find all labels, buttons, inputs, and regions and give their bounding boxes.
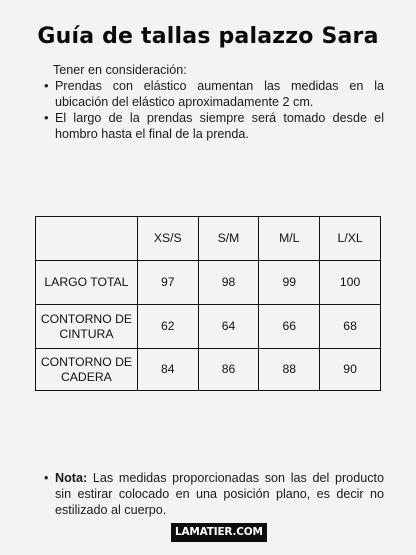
table-row <box>36 261 381 305</box>
page-title: Guía de tallas palazzo Sara <box>37 24 379 49</box>
table-cell: 99 <box>259 261 320 305</box>
note-text: Las medidas proporcionadas son las del producto sin estirar colocado en una posición plano, es decir no estilizado al cuerpo. <box>55 471 384 517</box>
table-header-row <box>36 217 381 261</box>
considerations-section <box>44 62 384 142</box>
table-cell: 62 <box>137 305 198 349</box>
table-header-cell <box>36 217 138 261</box>
table-cell: 98 <box>198 261 259 305</box>
table-row <box>36 305 381 349</box>
size-table <box>35 216 381 391</box>
considerations-lead: Tener en consideración: <box>53 63 187 77</box>
table-header-cell: L/XL <box>320 217 381 261</box>
table-cell: 64 <box>198 305 259 349</box>
table-cell: 88 <box>259 349 320 391</box>
note-item <box>44 470 384 518</box>
note-label: Nota: <box>55 471 88 485</box>
table-cell: 100 <box>320 261 381 305</box>
brand-logo: LAMATIER.COM <box>171 523 267 542</box>
row-label: LARGO TOTAL <box>36 261 138 305</box>
table-cell: 97 <box>137 261 198 305</box>
table-header-cell: S/M <box>198 217 259 261</box>
note-section <box>44 470 384 518</box>
row-label: CONTORNO DE CADERA <box>36 349 138 391</box>
table-cell: 68 <box>320 305 381 349</box>
table-cell: 86 <box>198 349 259 391</box>
row-label: CONTORNO DE CINTURA <box>36 305 138 349</box>
considerations-list <box>44 78 384 142</box>
table-cell: 84 <box>137 349 198 391</box>
table-row <box>36 349 381 391</box>
considerations-item: • Prendas con elástico aumentan las medidas en la ubicación del elástico aproximadamente 2 cm. <box>44 78 384 110</box>
considerations-item: • El largo de la prendas siempre será tomado desde el hombro hasta el final de la prenda. <box>44 110 384 142</box>
table-header-cell: M/L <box>259 217 320 261</box>
table-cell: 66 <box>259 305 320 349</box>
table-header-cell: XS/S <box>137 217 198 261</box>
table-cell: 90 <box>320 349 381 391</box>
